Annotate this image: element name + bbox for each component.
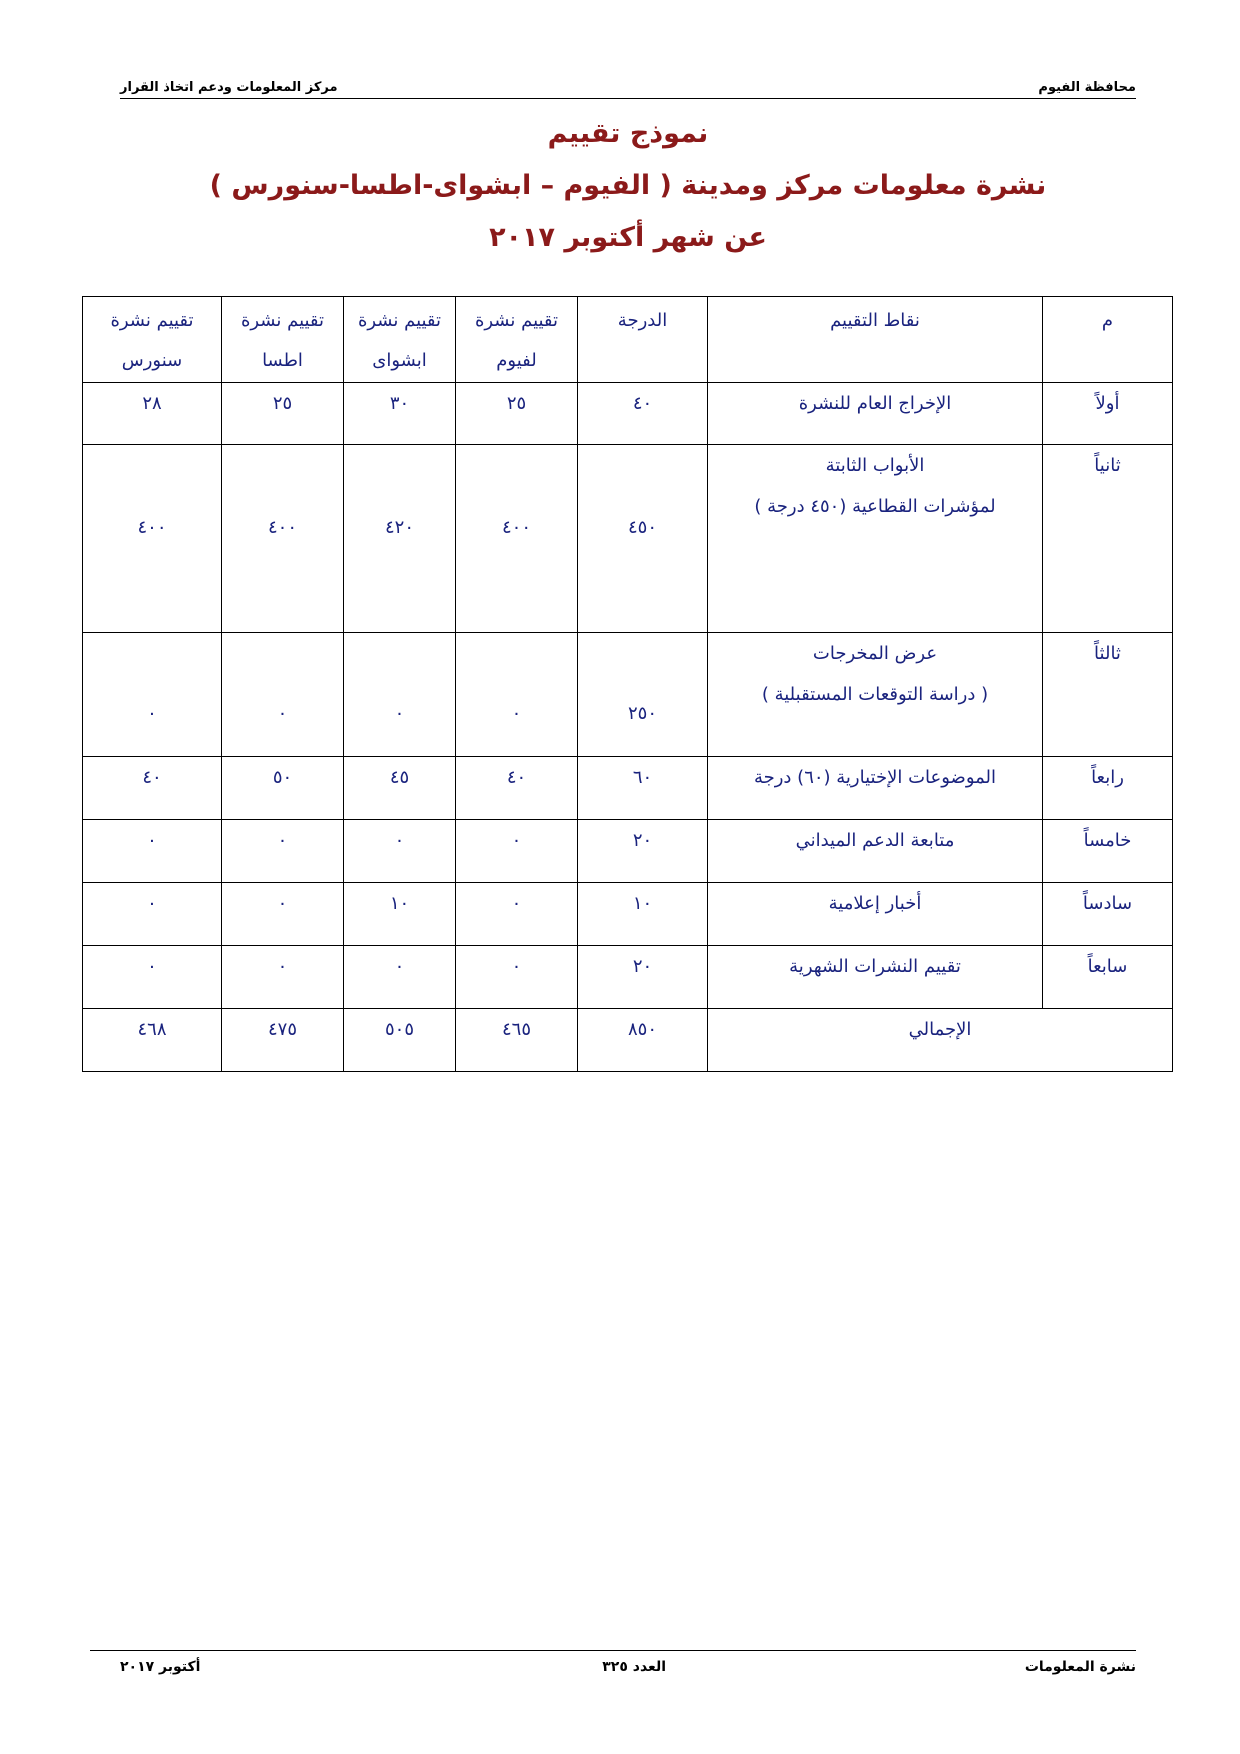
row-point-line1: عرض المخرجات [812,643,938,664]
row-point [708,445,1043,633]
row-grade: ٦٠ [578,757,708,820]
row-ibshway: ٤٢٠ [344,445,456,633]
row-num: ثالثاً [1043,633,1173,757]
row-sinnuris: ٤٠٠ [83,445,222,633]
row-point: الإخراج العام للنشرة [708,383,1043,445]
row-ibshway: ١٠ [344,883,456,946]
row-num: ثانياً [1043,445,1173,633]
header-num: م [1043,297,1173,383]
row-itsa: ٠ [222,883,344,946]
header-points: نقاط التقييم [708,297,1043,383]
row-num: رابعاً [1043,757,1173,820]
page-footer [90,1650,1136,1681]
row-itsa: ٠ [222,633,344,757]
header-ibshway-line1: تقييم نشرة [357,310,442,331]
row-point: متابعة الدعم الميداني [708,820,1043,883]
row-num: سادساً [1043,883,1173,946]
table-row [83,445,1173,633]
row-itsa: ٥٠ [222,757,344,820]
total-sinnuris: ٤٦٨ [83,1009,222,1072]
row-fayoum: ٠ [456,946,578,1009]
total-itsa: ٤٧٥ [222,1009,344,1072]
table-header-row [83,297,1173,383]
row-grade: ٤٥٠ [578,445,708,633]
footer-date: أكتوبر ٢٠١٧ [120,1659,201,1675]
row-point-line2: ( دراسة التوقعات المستقبلية ) [761,684,989,705]
row-point: أخبار إعلامية [708,883,1043,946]
title-line-2: نشرة معلومات مركز ومدينة ( الفيوم – ابشواى-اطسا-سنورس ) [209,170,1047,201]
header-itsa-line2: اطسا [262,350,303,371]
row-fayoum: ٠ [456,633,578,757]
header-center-name: مركز المعلومات ودعم اتخاذ القرار [120,80,338,95]
row-ibshway: ٠ [344,820,456,883]
row-sinnuris: ٠ [83,946,222,1009]
row-grade: ٢٠ [578,946,708,1009]
row-grade: ٤٠ [578,383,708,445]
header-governorate: محافظة الفيوم [1038,80,1136,95]
row-sinnuris: ٠ [83,633,222,757]
row-sinnuris: ٠ [83,883,222,946]
header-sinnuris-line1: تقييم نشرة [110,310,194,331]
header-sinnuris [83,297,222,383]
total-fayoum: ٤٦٥ [456,1009,578,1072]
table-row [83,633,1173,757]
row-point: الموضوعات الإختيارية (٦٠) درجة [708,757,1043,820]
row-num: سابعاً [1043,946,1173,1009]
header-itsa-line1: تقييم نشرة [240,310,325,331]
header-sinnuris-line2: سنورس [121,350,183,371]
row-num: أولاً [1043,383,1173,445]
document-titles [120,110,1136,262]
page-header [120,78,1136,99]
total-grade: ٨٥٠ [578,1009,708,1072]
row-ibshway: ٠ [344,633,456,757]
total-ibshway: ٥٠٥ [344,1009,456,1072]
row-sinnuris: ٠ [83,820,222,883]
total-label: الإجمالي [708,1009,1173,1072]
row-grade: ٢٥٠ [578,633,708,757]
header-itsa [222,297,344,383]
evaluation-table [82,296,1173,1072]
row-itsa: ٠ [222,946,344,1009]
title-line-1: نموذج تقييم [547,118,709,149]
row-point-line1: الأبواب الثابتة [825,455,925,476]
row-grade: ٢٠ [578,820,708,883]
header-ibshway [344,297,456,383]
table-total-row [83,1009,1173,1072]
row-point: تقييم النشرات الشهرية [708,946,1043,1009]
row-fayoum: ٤٠٠ [456,445,578,633]
row-point-line2: لمؤشرات القطاعية (٤٥٠ درجة ) [754,496,996,517]
table-row [83,946,1173,1009]
row-ibshway: ٤٥ [344,757,456,820]
table-row [83,383,1173,445]
header-fayoum [456,297,578,383]
row-ibshway: ٠ [344,946,456,1009]
row-point [708,633,1043,757]
row-num: خامساً [1043,820,1173,883]
title-line-3: عن شهر أكتوبر ٢٠١٧ [489,222,767,253]
row-fayoum: ٠ [456,883,578,946]
row-sinnuris: ٤٠ [83,757,222,820]
footer-bulletin-name: نشرة المعلومات [1024,1659,1136,1675]
header-fayoum-line1: تقييم نشرة [474,310,559,331]
header-grade: الدرجة [578,297,708,383]
table-row [83,820,1173,883]
row-itsa: ٤٠٠ [222,445,344,633]
row-ibshway: ٣٠ [344,383,456,445]
footer-issue-number: العدد ٣٢٥ [602,1659,666,1675]
row-grade: ١٠ [578,883,708,946]
row-sinnuris: ٢٨ [83,383,222,445]
row-fayoum: ٤٠ [456,757,578,820]
header-fayoum-line2: لفيوم [496,350,537,371]
row-fayoum: ٠ [456,820,578,883]
row-fayoum: ٢٥ [456,383,578,445]
header-ibshway-line2: ابشواى [372,350,427,371]
table-row [83,757,1173,820]
row-itsa: ٢٥ [222,383,344,445]
row-itsa: ٠ [222,820,344,883]
table-row [83,883,1173,946]
